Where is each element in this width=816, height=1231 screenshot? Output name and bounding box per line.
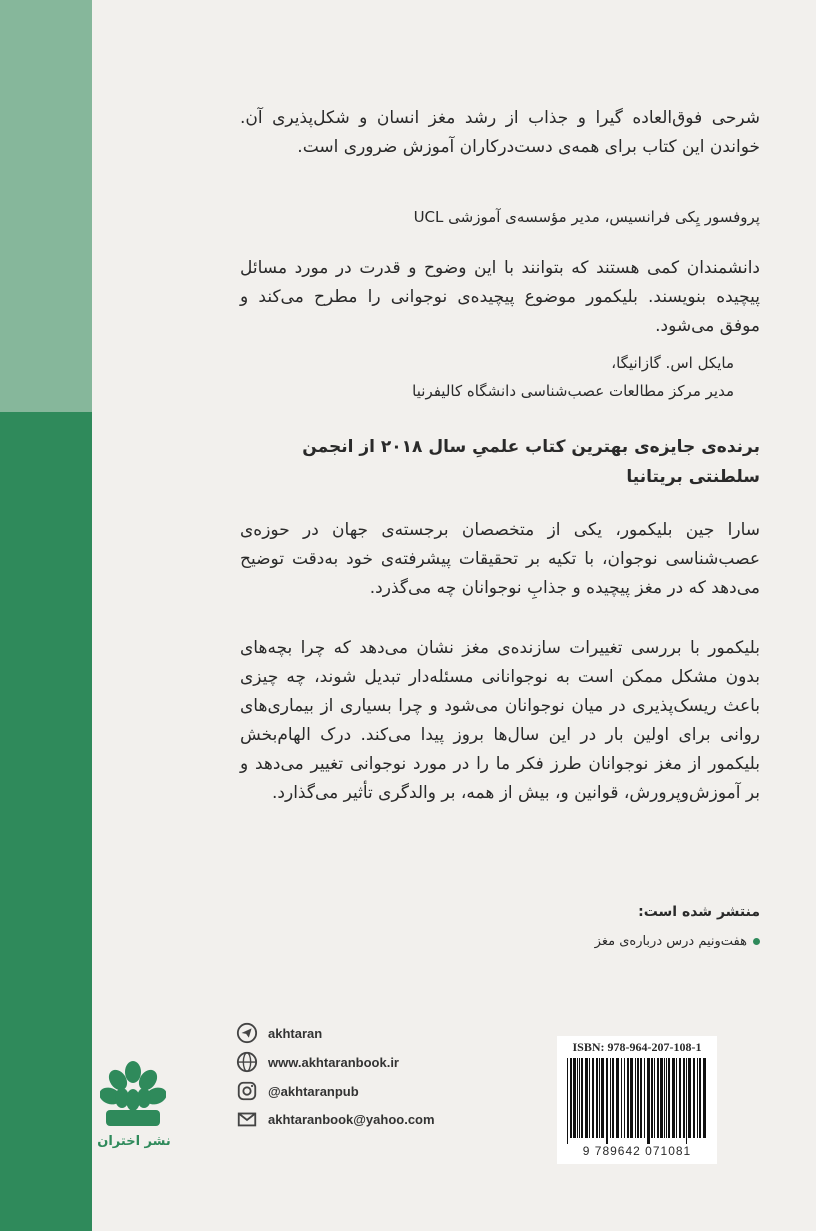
barcode-bar [697, 1058, 698, 1138]
barcode-bar [672, 1058, 675, 1138]
barcode-bar [606, 1058, 608, 1144]
barcode-bar [660, 1058, 663, 1138]
barcode-bar [612, 1058, 614, 1138]
barcode-bar [589, 1058, 590, 1138]
contact-instagram-text: @akhtaranpub [268, 1083, 359, 1099]
barcode-bar [601, 1058, 604, 1138]
quote-1-attribution: پروفسور یِکی فرانسیس، مدیر مؤسسه‌ی آموزشی UCL [413, 208, 760, 226]
published-item-label: هفت‌ونیم درس درباره‌ی مغز [594, 934, 747, 949]
barcode-bar [683, 1058, 685, 1138]
published-item [595, 934, 760, 949]
barcode-bar [647, 1058, 650, 1144]
barcode-bar [644, 1058, 645, 1138]
quote-2-attribution-name: مایکل اس. گازانیگا، [611, 354, 734, 372]
barcode-bar [585, 1058, 588, 1138]
barcode-bar [573, 1058, 576, 1138]
barcode-bar [567, 1058, 568, 1144]
barcode-bar [657, 1058, 659, 1138]
barcode-bar [688, 1058, 691, 1138]
barcode-bar [581, 1058, 583, 1138]
spine-stripe-light [0, 0, 92, 412]
contact-telegram-text: akhtaran [268, 1025, 323, 1041]
barcode-bar [577, 1058, 578, 1138]
quote-2-text: دانشمندان کمی هستند که بتوانند با این وضوح و قدرت در مورد مسائل پیچیده بنویسند. بلیکمور موضوع پیچیده‌ی نوجوانی را مطرح می‌کند و موفق می‌شود. [240, 258, 760, 336]
barcode-bar [621, 1058, 622, 1138]
quote-1-text: شرحی فوق‌العاده گیرا و جذاب از رشد مغز انسان و شکل‌پذیری آن. خواندن این کتاب برای همه‌ی دست‌درکاران آموزش ضروری است. [240, 108, 760, 157]
barcode-bar [624, 1058, 625, 1138]
barcode-bar [592, 1058, 594, 1138]
barcode-bars [561, 1058, 713, 1144]
instagram-icon [236, 1080, 258, 1102]
isbn-label: ISBN: 978-964-207-108-1 [572, 1040, 702, 1054]
barcode-bar [693, 1058, 695, 1138]
spine-stripe-dark [0, 412, 92, 1231]
contact-website-text: www.akhtaranbook.ir [268, 1054, 399, 1070]
barcode-bar [676, 1058, 677, 1138]
barcode-bar [579, 1058, 580, 1138]
barcode-bar [630, 1058, 633, 1138]
email-icon [236, 1108, 258, 1130]
barcode [557, 1036, 717, 1164]
barcode-bar [610, 1058, 611, 1138]
contact-instagram[interactable] [236, 1080, 359, 1102]
contact-email-text: akhtaranbook@yahoo.com [268, 1111, 435, 1127]
description-paragraph-2: بلیکمور با بررسی تغییرات سازنده‌ی مغز نشان می‌دهد که چرا بچه‌های بدون مشکل ممکن است به نوجوانانی مسئله‌دار تبدیل شوند، چه چیزی باعث ریسک‌پذیری در میان نوجوانان می‌شود و چرا بسیاری از بیماری‌های روانی برای اولین بار در این سال‌ها بروز پیدا می‌کند. درک الهام‌بخش بلیکمور از مغز نوجوانان طرز فکر ما را در مورد نوجوانی تغییر می‌دهد و بر آموزش‌وپرورش، قوانین و، بیش از همه، بر والدگری تأثیر می‌گذارد. [240, 638, 760, 803]
barcode-bar [686, 1058, 687, 1144]
published-title: منتشر شده است: [638, 904, 760, 920]
barcode-bar [666, 1058, 667, 1138]
contact-email[interactable] [236, 1108, 435, 1130]
barcode-bar [616, 1058, 619, 1138]
award-line: برنده‌ی جایزه‌ی بهترین کتاب علمیِ سال ۲۰۱۸ از انجمن سلطنتی بریتانیا [302, 437, 760, 487]
contact-telegram[interactable] [236, 1022, 322, 1044]
barcode-digits: 9 789642 071081 [582, 1144, 692, 1158]
barcode-bar [668, 1058, 670, 1138]
barcode-bar [596, 1058, 598, 1138]
publisher-logo [100, 1060, 166, 1130]
barcode-bar [640, 1058, 642, 1138]
barcode-bar [570, 1058, 572, 1138]
barcode-bar [703, 1058, 706, 1138]
contact-website[interactable] [236, 1051, 399, 1073]
barcode-bar [599, 1058, 600, 1138]
quote-2-attribution-role: مدیر مرکز مطالعات عصب‌شناسی دانشگاه کالیفرنیا [412, 382, 734, 400]
telegram-icon [236, 1022, 258, 1044]
barcode-bar [699, 1058, 701, 1138]
barcode-bar [637, 1058, 639, 1138]
barcode-bar [654, 1058, 655, 1138]
globe-icon [236, 1051, 258, 1073]
description-paragraph-1: سارا جین بلیکمور، یکی از متخصصان برجسته‌ی جهان در حوزه‌ی عصب‌شناسی نوجوان، با تکیه بر تحقیقات پیشرفته‌ی خود به‌دقت توضیح می‌دهد که در مغز پیچیده و جذابِ نوجوانان چه می‌گذرد. [240, 520, 760, 598]
barcode-bar [679, 1058, 681, 1138]
publisher-name: نشر اختران [97, 1134, 171, 1149]
barcode-bar [635, 1058, 636, 1138]
barcode-bar [627, 1058, 629, 1138]
bullet-icon [753, 938, 760, 945]
barcode-bar [664, 1058, 665, 1138]
barcode-bar [651, 1058, 653, 1138]
